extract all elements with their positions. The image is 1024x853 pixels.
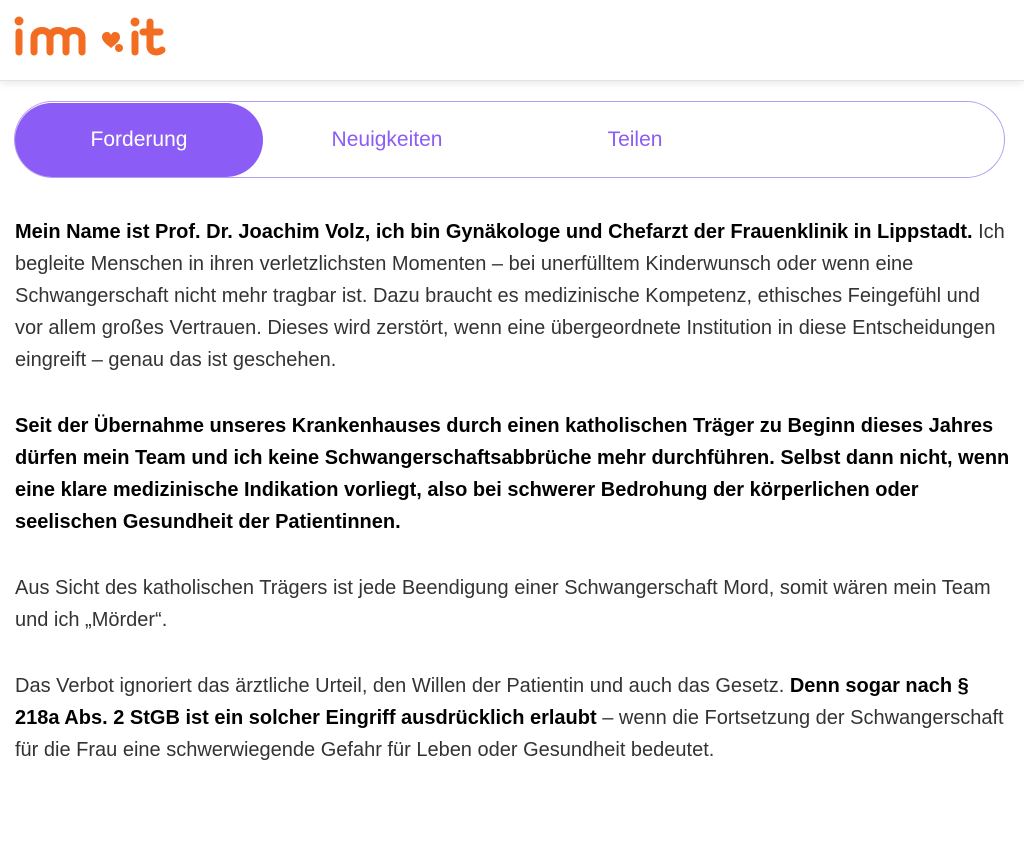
paragraph-catholic-view-text: Aus Sicht des katholischen Trägers ist jede Beendigung einer Schwangerschaft Mord, somit wären mein Team und ich „Mörder“. xyxy=(15,577,991,631)
paragraph-law-bold: Denn sogar nach § 218a Abs. 2 StGB ist ein solcher Eingriff ausdrücklich erlaubt xyxy=(15,675,969,729)
paragraph-law-text-after: – wenn die Fortsetzung der Schwangerschaft für die Frau eine schwerwiegende Gefahr für Leben oder Gesundheit bedeutet. xyxy=(15,707,1004,761)
paragraph-intro-text: Ich begleite Menschen in ihren verletzlichsten Momenten – bei unerfülltem Kinderwunsch oder wenn eine Schwangerschaft nicht mehr tragbar ist. Dazu braucht es medizinische Kompetenz, ethisches Feingefühl und vor allem großes Vertrauen. Dieses wird zerstört, wenn eine übergeordnete Institution in diese Entscheidungen eingreift – genau das ist geschehen. xyxy=(15,221,1005,371)
petition-tabs xyxy=(14,101,1005,178)
innnit-logo-icon xyxy=(13,14,173,58)
paragraph-ban-bold: Seit der Übernahme unseres Krankenhauses durch einen katholischen Träger zu Beginn dieses Jahres dürfen mein Team und ich keine Schwangerschaftsabbrüche mehr durchführen. Selbst dann nicht, wenn eine klare medizinische Indikation vorliegt, also bei schwerer Bedrohung der körperlichen oder seelischen Gesundheit der Patientinnen. xyxy=(15,415,1010,533)
paragraph-intro-bold: Mein Name ist Prof. Dr. Joachim Volz, ich bin Gynäkologe und Chefarzt der Frauenklinik in Lippstadt. xyxy=(15,221,973,243)
tab-neuigkeiten[interactable]: Neuigkeiten xyxy=(331,127,443,151)
paragraph-catholic-view xyxy=(15,572,1010,636)
site-header xyxy=(0,0,1024,81)
paragraph-law-text-before: Das Verbot ignoriert das ärztliche Urteil, den Willen der Patientin und auch das Gesetz. xyxy=(15,675,790,697)
tab-teilen[interactable]: Teilen xyxy=(607,127,663,151)
tab-forderung[interactable]: Forderung xyxy=(15,103,263,177)
paragraph-law xyxy=(15,670,1010,766)
paragraph-intro xyxy=(15,216,1010,376)
innnit-logo[interactable] xyxy=(13,14,173,58)
paragraph-ban xyxy=(15,410,1010,538)
petition-text xyxy=(15,216,1010,800)
